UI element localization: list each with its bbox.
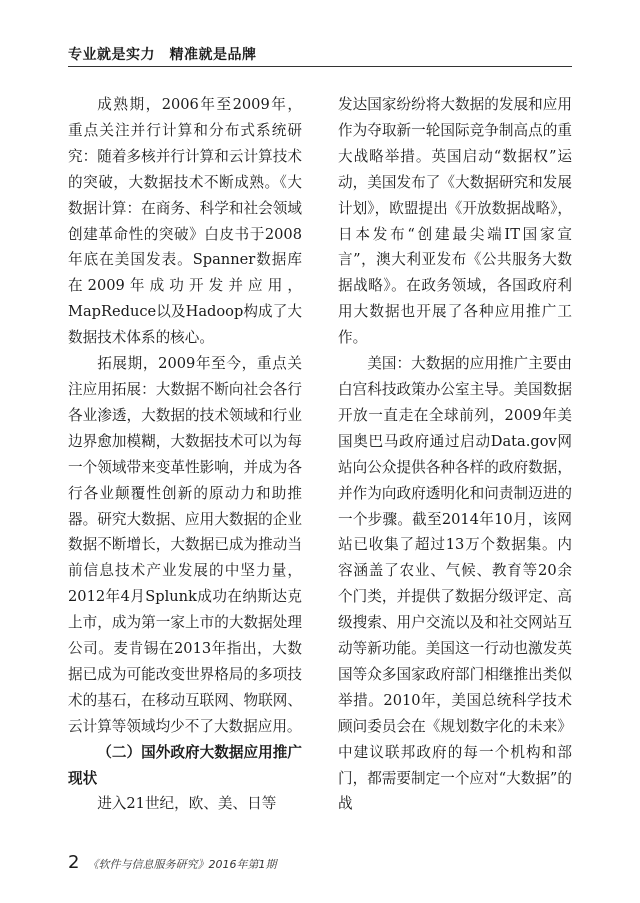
page-number: 2 xyxy=(68,852,80,873)
page-footer xyxy=(68,852,276,876)
header-slogan: 专业就是实力 精准就是品牌 xyxy=(68,47,257,63)
journal-citation: 《软件与信息服务研究》2016年第1期 xyxy=(87,858,277,871)
paragraph-maturity-period: 成熟期，2006年至2009年，重点关注并行计算和分布式系统研究：随着多核并行计算和云计算技术的突破，大数据技术不断成熟。《大数据计算：在商务、科学和社会领域创建革命性的突破》白皮书于2008年底在美国发表。Spanner数据库在2009年成功开发并应用，MapReduce以及Hadoop构成了大数据技术体系的核心。 xyxy=(68,96,302,347)
paragraph-continued: 发达国家纷纷将大数据的发展和应用作为夺取新一轮国际竞争制高点的重大战略举措。英国启动“数据权”运动，美国发布了《大数据研究和发展计划》，欧盟提出《开放数据战略》，日本发布“创建最尖端IT国家宣言”，澳大利亚发布《公共服务大数据战略》。在政务领域，各国政府利用大数据也开展了各种应用推广工作。 xyxy=(338,96,572,347)
running-header xyxy=(68,44,572,70)
paragraph-usa: 美国：大数据的应用推广主要由白宫科技政策办公室主导。美国数据开放一直走在全球前列，2009年美国奥巴马政府通过启动Data.gov网站向公众提供各种各样的政府数据，并作为向政府透明化和问责制迈进的一个步骤。截至2014年10月，该网站已收集了超过13万个数据集。内容涵盖了农业、气候、教育等20余个门类，并提供了数据分级评定、高级搜索、用户交流以及和社交网站互动等新功能。美国这一行动也激发英国等众多国家政府部门相继推出类似举措。2010年，美国总统科学技术顾问委员会在《规划数字化的未来》中建议联邦政府的每一个机构和部门，都需要制定一个应对“大数据”的战 xyxy=(338,355,572,813)
right-column xyxy=(338,92,572,817)
header-rule xyxy=(68,66,572,67)
paragraph-expansion-period: 拓展期，2009年至今，重点关注应用拓展：大数据不断向社会各行各业渗透，大数据的技术领域和行业边界愈加模糊，大数据技术可以为每一个领域带来变革性影响，并成为各行各业颠覆性创新的原动力和助推器。研究大数据、应用大数据的企业数据不断增长，大数据已成为推动当前信息技术产业发展的中坚力量，2012年4月Splunk成功在纳斯达克上市，成为第一家上市的大数据处理公司。麦肯锡在2013年指出，大数据已成为可能改变世界格局的多项技术的基石，在移动互联网、物联网、云计算等领域均少不了大数据应用。 xyxy=(68,355,302,735)
left-column xyxy=(68,92,302,817)
section-heading: （二）国外政府大数据应用推广现状 xyxy=(68,743,302,787)
paragraph-21st-century: 进入21世纪，欧、美、日等 xyxy=(97,795,277,813)
